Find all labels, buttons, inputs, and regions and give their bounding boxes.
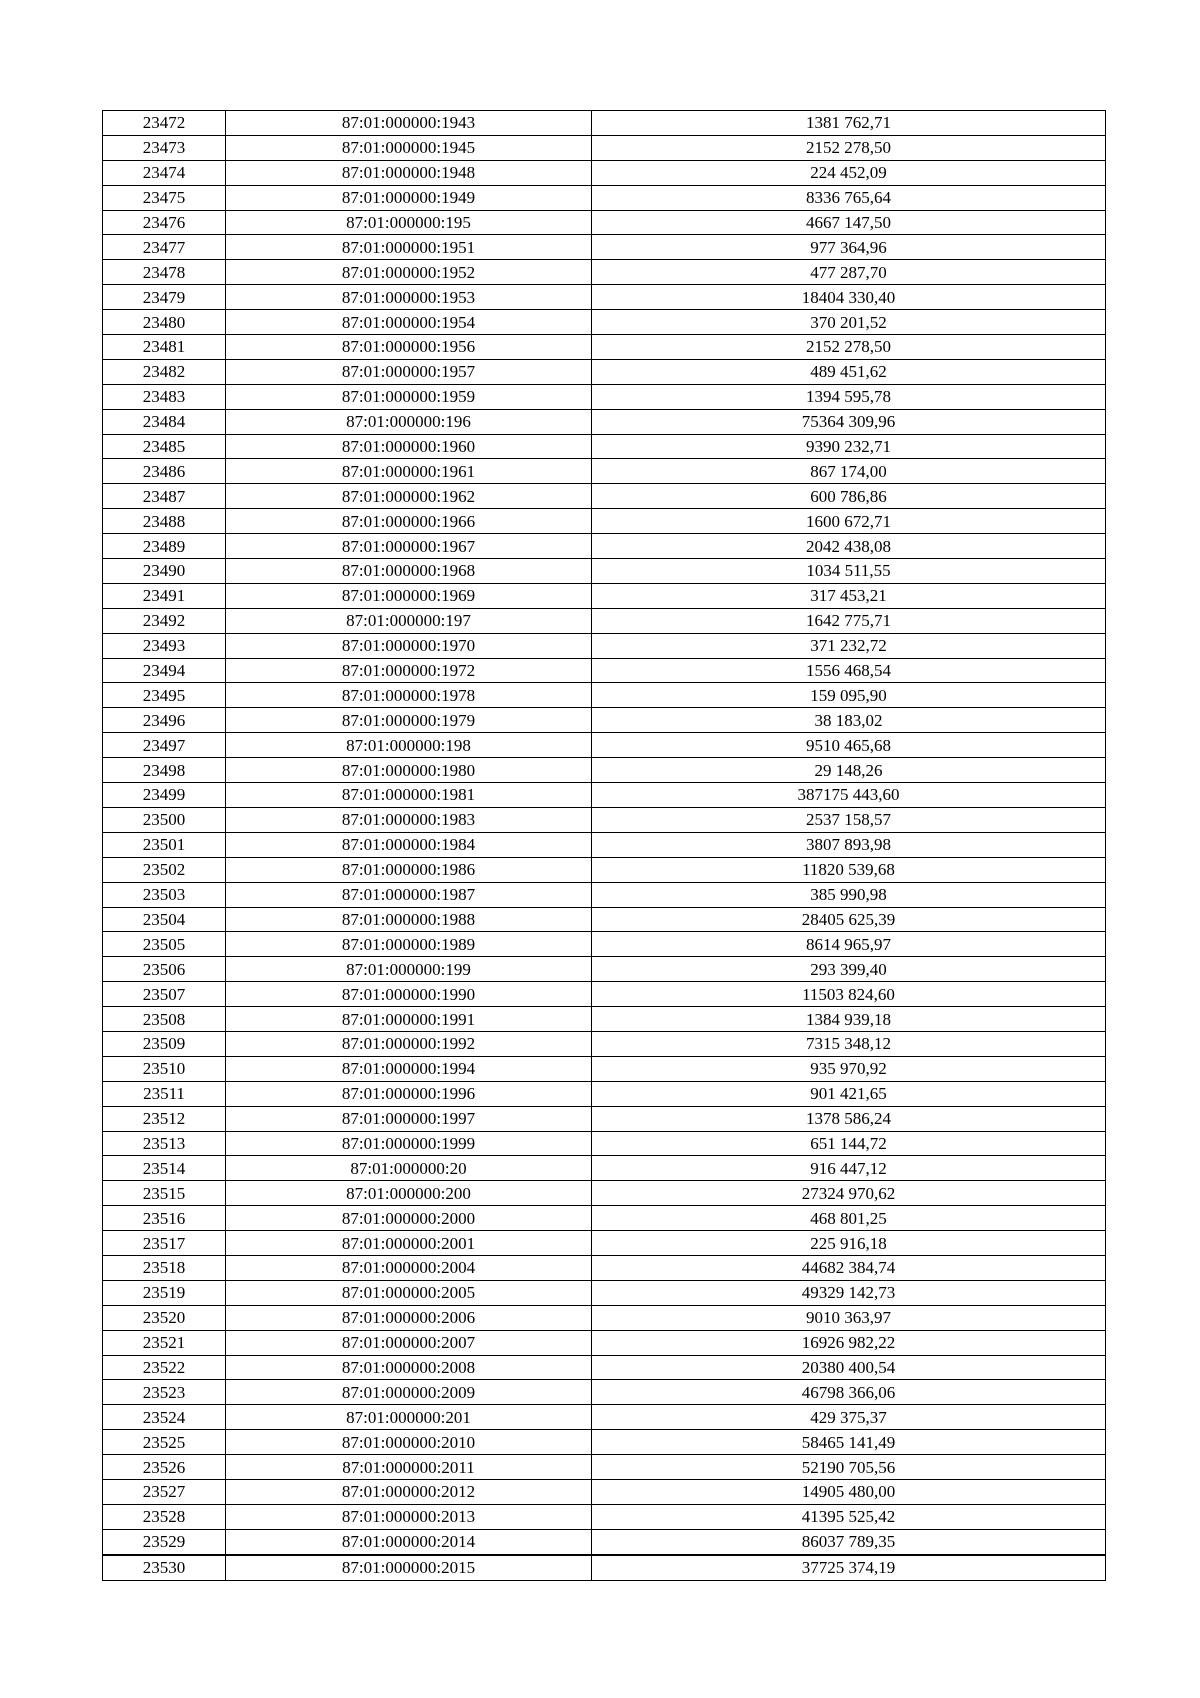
cadastral-number-cell: 87:01:000000:1966 [226,509,592,534]
cadastral-value-cell: 1381 762,71 [592,111,1106,136]
cadastral-value-cell: 385 990,98 [592,882,1106,907]
cadastral-value-cell: 387175 443,60 [592,783,1106,808]
cadastral-value-cell: 317 453,21 [592,583,1106,608]
row-number-cell: 23492 [103,608,226,633]
cadastral-value-cell: 3807 893,98 [592,832,1106,857]
cadastral-number-cell: 87:01:000000:1960 [226,434,592,459]
cadastral-value-cell: 2537 158,57 [592,807,1106,832]
row-number-cell: 23485 [103,434,226,459]
cadastral-number-cell: 87:01:000000:1969 [226,583,592,608]
row-number-cell: 23480 [103,310,226,335]
row-number-cell: 23474 [103,160,226,185]
cadastral-number-cell: 87:01:000000:1990 [226,982,592,1007]
cadastral-value-cell: 75364 309,96 [592,409,1106,434]
row-number-cell: 23482 [103,359,226,384]
row-number-cell: 23529 [103,1529,226,1554]
table-row [103,1131,1106,1156]
cadastral-value-cell: 14905 480,00 [592,1479,1106,1504]
cadastral-value-cell: 977 364,96 [592,235,1106,260]
cadastral-value-cell: 1378 586,24 [592,1106,1106,1131]
row-number-cell: 23521 [103,1330,226,1355]
cadastral-value-cell: 8614 965,97 [592,932,1106,957]
row-number-cell: 23473 [103,135,226,160]
cadastral-value-cell: 1642 775,71 [592,608,1106,633]
row-number-cell: 23487 [103,484,226,509]
table-row [103,534,1106,559]
cadastral-value-cell: 9510 465,68 [592,733,1106,758]
row-number-cell: 23475 [103,185,226,210]
table-row [103,434,1106,459]
cadastral-value-cell: 1384 939,18 [592,1007,1106,1032]
row-number-cell: 23498 [103,758,226,783]
table-body [103,111,1106,1581]
cadastral-value-cell: 9010 363,97 [592,1305,1106,1330]
cadastral-number-cell: 87:01:000000:200 [226,1181,592,1206]
row-number-cell: 23504 [103,907,226,932]
cadastral-number-cell: 87:01:000000:2013 [226,1504,592,1529]
cadastral-value-cell: 370 201,52 [592,310,1106,335]
table-row [103,335,1106,360]
table-row [103,907,1106,932]
row-number-cell: 23494 [103,658,226,683]
table-row [103,160,1106,185]
cadastral-value-cell: 11503 824,60 [592,982,1106,1007]
cadastral-value-cell: 600 786,86 [592,484,1106,509]
table-row [103,1081,1106,1106]
cadastral-value-cell: 2152 278,50 [592,135,1106,160]
row-number-cell: 23527 [103,1479,226,1504]
cadastral-number-cell: 87:01:000000:1979 [226,708,592,733]
cadastral-number-cell: 87:01:000000:1986 [226,857,592,882]
table-row [103,310,1106,335]
table-row [103,359,1106,384]
cadastral-number-cell: 87:01:000000:2001 [226,1231,592,1256]
row-number-cell: 23509 [103,1031,226,1056]
table-row [103,1380,1106,1405]
row-number-cell: 23479 [103,285,226,310]
table-row [103,1330,1106,1355]
cadastral-value-cell: 489 451,62 [592,359,1106,384]
cadastral-value-cell: 651 144,72 [592,1131,1106,1156]
row-number-cell: 23490 [103,559,226,584]
table-row [103,1206,1106,1231]
cadastral-number-cell: 87:01:000000:1984 [226,832,592,857]
cadastral-value-cell: 46798 366,06 [592,1380,1106,1405]
row-number-cell: 23513 [103,1131,226,1156]
table-row [103,957,1106,982]
row-number-cell: 23512 [103,1106,226,1131]
table-row [103,1555,1106,1580]
cadastral-number-cell: 87:01:000000:198 [226,733,592,758]
row-number-cell: 23520 [103,1305,226,1330]
row-number-cell: 23489 [103,534,226,559]
cadastral-value-cell: 58465 141,49 [592,1430,1106,1455]
cadastral-number-cell: 87:01:000000:1999 [226,1131,592,1156]
row-number-cell: 23476 [103,210,226,235]
cadastral-number-cell: 87:01:000000:1949 [226,185,592,210]
row-number-cell: 23514 [103,1156,226,1181]
row-number-cell: 23497 [103,733,226,758]
table-row [103,633,1106,658]
table-row [103,683,1106,708]
cadastral-number-cell: 87:01:000000:1992 [226,1031,592,1056]
table-row [103,1031,1106,1056]
cadastral-number-cell: 87:01:000000:197 [226,608,592,633]
cadastral-number-cell: 87:01:000000:2007 [226,1330,592,1355]
table-row [103,111,1106,136]
cadastral-value-cell: 867 174,00 [592,459,1106,484]
row-number-cell: 23510 [103,1056,226,1081]
table-row [103,235,1106,260]
table-row [103,135,1106,160]
cadastral-value-cell: 477 287,70 [592,260,1106,285]
cadastral-number-cell: 87:01:000000:1996 [226,1081,592,1106]
cadastral-value-cell: 28405 625,39 [592,907,1106,932]
cadastral-number-cell: 87:01:000000:2010 [226,1430,592,1455]
row-number-cell: 23486 [103,459,226,484]
row-number-cell: 23506 [103,957,226,982]
cadastral-value-cell: 4667 147,50 [592,210,1106,235]
table-row [103,658,1106,683]
row-number-cell: 23530 [103,1555,226,1580]
cadastral-value-cell: 1394 595,78 [592,384,1106,409]
row-number-cell: 23499 [103,783,226,808]
table-row [103,1405,1106,1430]
cadastral-value-cell: 9390 232,71 [592,434,1106,459]
row-number-cell: 23484 [103,409,226,434]
cadastral-value-cell: 2152 278,50 [592,335,1106,360]
cadastral-number-cell: 87:01:000000:1951 [226,235,592,260]
cadastral-number-cell: 87:01:000000:196 [226,409,592,434]
row-number-cell: 23496 [103,708,226,733]
row-number-cell: 23501 [103,832,226,857]
cadastral-number-cell: 87:01:000000:2015 [226,1555,592,1580]
cadastral-number-cell: 87:01:000000:2012 [226,1479,592,1504]
row-number-cell: 23526 [103,1455,226,1480]
cadastral-value-cell: 8336 765,64 [592,185,1106,210]
table-row [103,807,1106,832]
table-row [103,384,1106,409]
row-number-cell: 23500 [103,807,226,832]
cadastral-number-cell: 87:01:000000:1968 [226,559,592,584]
cadastral-value-cell: 37725 374,19 [592,1555,1106,1580]
cadastral-value-cell: 429 375,37 [592,1405,1106,1430]
cadastral-number-cell: 87:01:000000:2011 [226,1455,592,1480]
row-number-cell: 23481 [103,335,226,360]
table-row [103,733,1106,758]
table-row [103,509,1106,534]
cadastral-value-cell: 38 183,02 [592,708,1106,733]
table-row [103,708,1106,733]
table-row [103,1455,1106,1480]
table-row [103,1231,1106,1256]
table-row [103,857,1106,882]
table-row [103,260,1106,285]
cadastral-number-cell: 87:01:000000:1980 [226,758,592,783]
table-row [103,982,1106,1007]
cadastral-number-cell: 87:01:000000:1997 [226,1106,592,1131]
table-row [103,1479,1106,1504]
cadastral-number-cell: 87:01:000000:1988 [226,907,592,932]
table-row [103,1504,1106,1529]
row-number-cell: 23524 [103,1405,226,1430]
table-row [103,1355,1106,1380]
cadastral-number-cell: 87:01:000000:1959 [226,384,592,409]
cadastral-value-cell: 20380 400,54 [592,1355,1106,1380]
cadastral-number-cell: 87:01:000000:1954 [226,310,592,335]
row-number-cell: 23472 [103,111,226,136]
cadastral-number-cell: 87:01:000000:2009 [226,1380,592,1405]
cadastral-number-cell: 87:01:000000:2004 [226,1255,592,1280]
cadastral-number-cell: 87:01:000000:195 [226,210,592,235]
table-row [103,1255,1106,1280]
cadastral-number-cell: 87:01:000000:201 [226,1405,592,1430]
cadastral-number-cell: 87:01:000000:2006 [226,1305,592,1330]
cadastral-value-cell: 225 916,18 [592,1231,1106,1256]
table-row [103,459,1106,484]
table-row [103,285,1106,310]
cadastral-value-cell: 293 399,40 [592,957,1106,982]
cadastral-value-cell: 1556 468,54 [592,658,1106,683]
cadastral-value-cell: 2042 438,08 [592,534,1106,559]
cadastral-value-cell: 52190 705,56 [592,1455,1106,1480]
cadastral-number-cell: 87:01:000000:1957 [226,359,592,384]
cadastral-number-cell: 87:01:000000:2000 [226,1206,592,1231]
row-number-cell: 23528 [103,1504,226,1529]
cadastral-number-cell: 87:01:000000:1987 [226,882,592,907]
row-number-cell: 23508 [103,1007,226,1032]
row-number-cell: 23515 [103,1181,226,1206]
cadastral-number-cell: 87:01:000000:1970 [226,633,592,658]
table-row [103,185,1106,210]
cadastral-number-cell: 87:01:000000:1983 [226,807,592,832]
table-row [103,1156,1106,1181]
row-number-cell: 23518 [103,1255,226,1280]
cadastral-number-cell: 87:01:000000:1948 [226,160,592,185]
cadastral-number-cell: 87:01:000000:1989 [226,932,592,957]
cadastral-value-table [102,110,1106,1581]
cadastral-value-cell: 44682 384,74 [592,1255,1106,1280]
table-row [103,1529,1106,1554]
table-row [103,783,1106,808]
row-number-cell: 23488 [103,509,226,534]
table-row [103,409,1106,434]
cadastral-value-cell: 41395 525,42 [592,1504,1106,1529]
cadastral-number-cell: 87:01:000000:2014 [226,1529,592,1554]
cadastral-value-cell: 1600 672,71 [592,509,1106,534]
table-row [103,559,1106,584]
row-number-cell: 23525 [103,1430,226,1455]
cadastral-number-cell: 87:01:000000:1953 [226,285,592,310]
cadastral-value-cell: 49329 142,73 [592,1280,1106,1305]
cadastral-number-cell: 87:01:000000:1981 [226,783,592,808]
table-row [103,608,1106,633]
table-row [103,932,1106,957]
table-row [103,1007,1106,1032]
cadastral-number-cell: 87:01:000000:1962 [226,484,592,509]
table-row [103,1181,1106,1206]
row-number-cell: 23523 [103,1380,226,1405]
cadastral-value-cell: 1034 511,55 [592,559,1106,584]
row-number-cell: 23495 [103,683,226,708]
table-row [103,210,1106,235]
cadastral-number-cell: 87:01:000000:1956 [226,335,592,360]
cadastral-value-cell: 916 447,12 [592,1156,1106,1181]
cadastral-number-cell: 87:01:000000:199 [226,957,592,982]
cadastral-number-cell: 87:01:000000:1972 [226,658,592,683]
row-number-cell: 23493 [103,633,226,658]
cadastral-value-cell: 371 232,72 [592,633,1106,658]
row-number-cell: 23477 [103,235,226,260]
cadastral-value-cell: 29 148,26 [592,758,1106,783]
table-row [103,1106,1106,1131]
row-number-cell: 23519 [103,1280,226,1305]
cadastral-number-cell: 87:01:000000:1967 [226,534,592,559]
table-row [103,1280,1106,1305]
cadastral-value-cell: 18404 330,40 [592,285,1106,310]
cadastral-number-cell: 87:01:000000:1991 [226,1007,592,1032]
cadastral-value-cell: 86037 789,35 [592,1529,1106,1554]
row-number-cell: 23502 [103,857,226,882]
row-number-cell: 23516 [103,1206,226,1231]
table-row [103,1305,1106,1330]
cadastral-value-cell: 11820 539,68 [592,857,1106,882]
cadastral-number-cell: 87:01:000000:1961 [226,459,592,484]
cadastral-number-cell: 87:01:000000:1978 [226,683,592,708]
row-number-cell: 23505 [103,932,226,957]
cadastral-number-cell: 87:01:000000:1952 [226,260,592,285]
table-row [103,882,1106,907]
table-row [103,758,1106,783]
cadastral-value-cell: 468 801,25 [592,1206,1106,1231]
cadastral-number-cell: 87:01:000000:2005 [226,1280,592,1305]
table-row [103,583,1106,608]
cadastral-value-cell: 7315 348,12 [592,1031,1106,1056]
table-row [103,1430,1106,1455]
cadastral-number-cell: 87:01:000000:1945 [226,135,592,160]
cadastral-number-cell: 87:01:000000:1994 [226,1056,592,1081]
cadastral-value-cell: 935 970,92 [592,1056,1106,1081]
row-number-cell: 23511 [103,1081,226,1106]
table-row [103,484,1106,509]
table-row [103,832,1106,857]
row-number-cell: 23517 [103,1231,226,1256]
row-number-cell: 23503 [103,882,226,907]
cadastral-value-cell: 901 421,65 [592,1081,1106,1106]
cadastral-number-cell: 87:01:000000:2008 [226,1355,592,1380]
row-number-cell: 23507 [103,982,226,1007]
cadastral-value-cell: 27324 970,62 [592,1181,1106,1206]
row-number-cell: 23478 [103,260,226,285]
row-number-cell: 23491 [103,583,226,608]
cadastral-number-cell: 87:01:000000:20 [226,1156,592,1181]
cadastral-value-cell: 16926 982,22 [592,1330,1106,1355]
row-number-cell: 23483 [103,384,226,409]
cadastral-number-cell: 87:01:000000:1943 [226,111,592,136]
row-number-cell: 23522 [103,1355,226,1380]
table-row [103,1056,1106,1081]
cadastral-value-cell: 159 095,90 [592,683,1106,708]
cadastral-value-cell: 224 452,09 [592,160,1106,185]
